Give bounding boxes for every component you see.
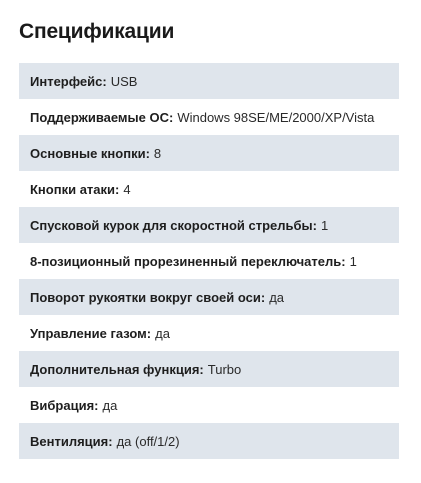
spec-value: 1 [349, 253, 357, 269]
section-title: Спецификации [19, 20, 175, 43]
spec-label: Вибрация: [30, 397, 99, 413]
spec-row-interface [19, 63, 399, 99]
spec-row-vibration [19, 387, 399, 423]
spec-value: 1 [320, 217, 329, 233]
spec-value: да [155, 325, 170, 341]
spec-row-rapid-fire-trigger [19, 207, 399, 243]
spec-row-attack-buttons [19, 171, 399, 207]
spec-row-grip-rotation [19, 279, 399, 315]
spec-row-supported-os [19, 99, 399, 135]
spec-row-throttle-control [19, 315, 399, 351]
spec-row-8-way-switch [19, 243, 399, 279]
spec-value: 4 [123, 181, 131, 197]
spec-label: Вентиляция: [30, 433, 113, 449]
spec-value: да [269, 289, 285, 305]
spec-value: 8 [153, 145, 162, 161]
spec-label: Поддерживаемые ОС: [30, 109, 174, 125]
spec-row-extra-function [19, 351, 399, 387]
spec-label: Спусковой курок для скоростной стрельбы: [30, 217, 317, 233]
spec-label: Дополнительная функция: [30, 361, 204, 377]
spec-list [19, 63, 399, 459]
spec-row-main-buttons [19, 135, 399, 171]
spec-row-ventilation [19, 423, 399, 459]
spec-label: Интерфейс: [30, 73, 107, 89]
spec-value: да [102, 397, 118, 413]
spec-label: Основные кнопки: [30, 145, 150, 161]
spec-value: USB [110, 73, 138, 89]
spec-value: да (off/1/2) [116, 433, 180, 449]
spec-value: Windows 98SE/ME/2000/XP/Vista [177, 109, 375, 125]
spec-label: Кнопки атаки: [30, 181, 120, 197]
spec-label: Поворот рукоятки вокруг своей оси: [30, 289, 266, 305]
spec-label: 8-позиционный прорезиненный переключатель: [30, 253, 346, 269]
spec-label: Управление газом: [30, 325, 152, 341]
spec-value: Turbo [207, 361, 242, 377]
